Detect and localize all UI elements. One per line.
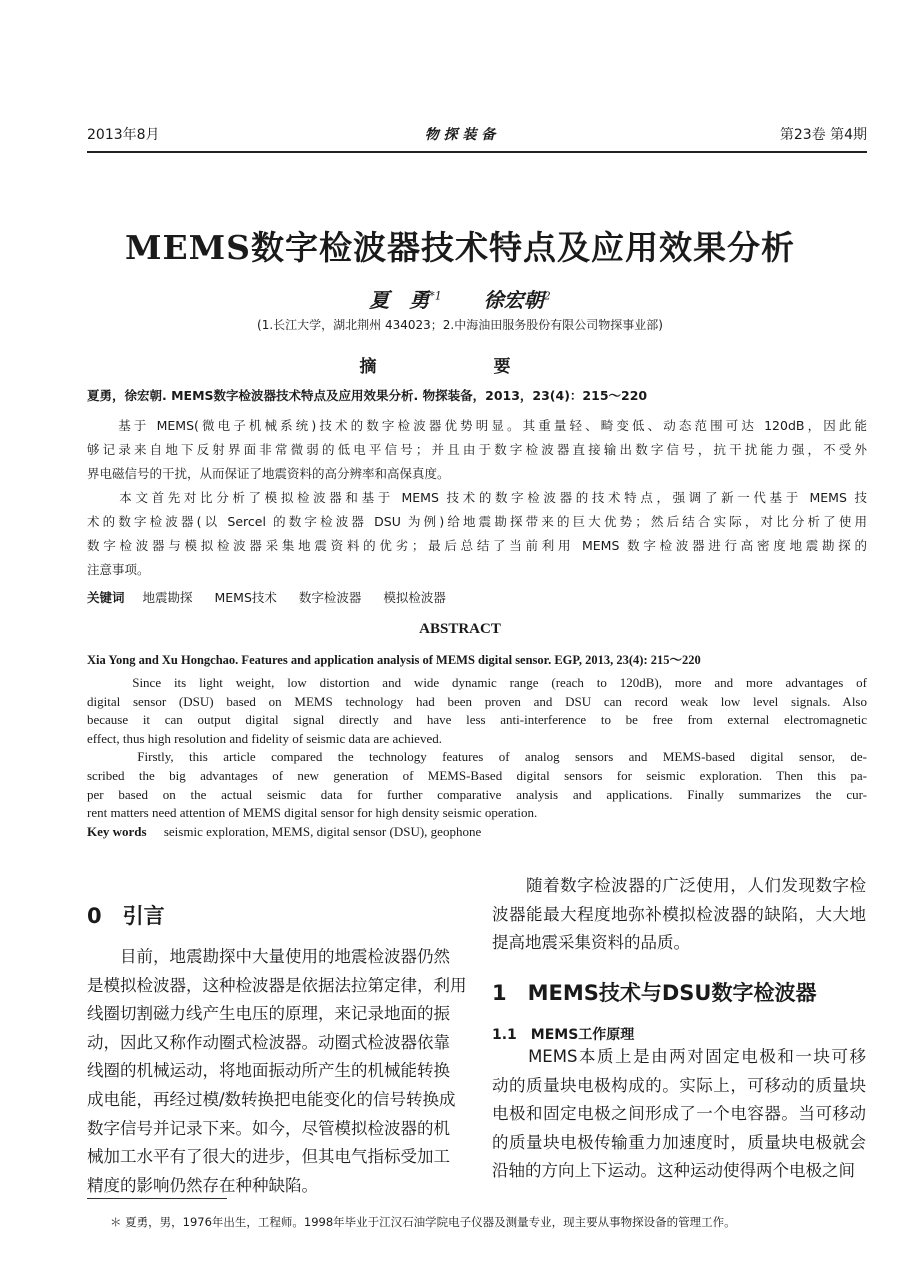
- author-mark: *1: [429, 289, 442, 303]
- text-line: 波器能最大程度地弥补模拟检波器的缺陷，大大地: [492, 904, 866, 924]
- header-volume: 第23卷 第4期: [779, 127, 867, 143]
- text-line: 术的数字检波器(以 Sercel 的数字检波器 DSU 为例)给地震勘探带来的巨大优势；然后结合实际，对比分析了使用: [87, 514, 867, 529]
- text-line: 精度的影响仍然存在种种缺陷。: [87, 1175, 318, 1195]
- text-line: 是模拟检波器，这种检波器是依据法拉第定律，利用: [87, 975, 467, 995]
- author-name: 徐宏朝: [483, 288, 544, 312]
- cn-keywords: [87, 588, 464, 606]
- author-mark: 2: [543, 289, 551, 303]
- left-column-body: [87, 943, 467, 1200]
- text-line: 动的质量块电极构成的。实际上，可移动的质量块: [492, 1075, 866, 1095]
- text-line: 界电磁信号的干扰，从而保证了地震资料的高分辨率和高保真度。: [87, 466, 450, 481]
- text-line: 的质量块电极传输重力加速度时，质量块电极就会: [492, 1132, 866, 1152]
- en-citation: Xia Yong and Xu Hongchao. Features and application analysis of MEMS digital sensor. EGP, 2013, 23(4): 215～220: [87, 653, 701, 667]
- paper-title: MEMS数字检波器技术特点及应用效果分析: [124, 228, 796, 267]
- keyword: MEMS技术: [214, 590, 277, 605]
- text-line: 目前，地震勘探中大量使用的地震检波器仍然: [87, 947, 450, 966]
- text-line: 线圈切割磁力线产生电压的原理，来记录地面的振: [87, 1004, 450, 1024]
- footnote: ＊ 夏勇，男，1976年出生，工程师。1998年毕业于江汉石油学院电子仪器及测量专业，现主要从事物探设备的管理工作。: [110, 1215, 736, 1229]
- section-1-heading: 1 MEMS技术与DSU数字检波器: [492, 981, 817, 1005]
- text-line: scribed the big advantages of new generation of MEMS-Based digital sensors for seismic exploration. Then this pa-: [87, 767, 867, 783]
- affiliation: (1.长江大学，湖北荆州 434023；2.中海油田服务股份有限公司物探事业部): [257, 318, 663, 332]
- author-name: 夏 勇: [369, 288, 430, 312]
- cn-abstract-body: [87, 414, 867, 582]
- header-rule: [87, 151, 867, 153]
- cn-abstract-heading: 摘 要: [359, 357, 561, 377]
- en-keywords: [87, 824, 481, 840]
- cn-citation: 夏勇，徐宏朝. MEMS数字检波器技术特点及应用效果分析. 物探装备，2013，23(4)：215～220: [87, 388, 648, 403]
- text-line: rent matters need attention of MEMS digital sensor for high density seismic operation.: [87, 805, 538, 821]
- text-line: 动，因此又称作动圈式检波器。动圈式检波器依靠: [87, 1032, 450, 1052]
- text-line: 械加工水平有了很大的进步，但其电气指标受加工: [87, 1147, 450, 1167]
- keywords-value: seismic exploration, MEMS, digital sensor (DSU), geophone: [163, 824, 482, 839]
- text-line: 够记录来自地下反射界面非常微弱的低电平信号；并且由于数字检波器直接输出数字信号，抗干扰能力强，不受外: [87, 442, 867, 457]
- text-line: 电极和固定电极之间形成了一个电容器。当可移动: [492, 1104, 866, 1124]
- footnote-rule: [87, 1198, 227, 1199]
- text-line: 随着数字检波器的广泛使用，人们发现数字检: [492, 876, 866, 895]
- authors: [0, 284, 920, 313]
- text-line: 提高地震采集资料的品质。: [492, 933, 690, 953]
- section-0-heading: 0 引言: [87, 904, 165, 928]
- keyword: 模拟检波器: [383, 590, 446, 605]
- text-line: 注意事项。: [87, 562, 150, 577]
- keyword: 数字检波器: [298, 590, 362, 605]
- text-line: Since its light weight, low distortion and wide dynamic range (reach to 120dB), more and more advantages of: [87, 675, 867, 690]
- text-line: 本文首先对比分析了模拟检波器和基于 MEMS 技术的数字检波器的技术特点，强调了新一代基于 MEMS 技: [87, 490, 867, 505]
- section-1-1-heading: 1.1 MEMS工作原理: [492, 1027, 635, 1043]
- text-line: digital sensor (DSU) based on MEMS technology had been proven and DSU can record weak low level signals. Also: [87, 693, 867, 709]
- keyword: 地震勘探: [142, 590, 193, 605]
- text-line: per based on the actual seismic data for further comparative analysis and applications. Finally summarizes the cur-: [87, 786, 867, 802]
- text-line: 线圈的机械运动，将地面振动所产生的机械能转换: [87, 1061, 450, 1081]
- right-column-intro: [492, 872, 866, 958]
- right-column-body: [492, 1043, 866, 1186]
- text-line: 数字检波器与模拟检波器采集地震资料的优劣；最后总结了当前利用 MEMS 数字检波器进行高密度地震勘探的: [87, 538, 867, 553]
- text-line: Firstly, this article compared the technology features of analog sensors and MEMS-based digital sensor, de-: [87, 749, 867, 765]
- header-date: 2013年8月: [87, 127, 160, 143]
- keywords-label: 关键词: [87, 590, 125, 605]
- en-abstract-heading: ABSTRACT: [419, 621, 501, 637]
- text-line: effect, thus high resolution and fidelity of seismic data are achieved.: [87, 730, 442, 746]
- keywords-label: Key words: [87, 824, 147, 839]
- text-line: 成电能，再经过模/数转换把电能变化的信号转换成: [87, 1089, 456, 1109]
- en-abstract-body: [87, 674, 867, 823]
- header-journal: 物 探 装 备: [424, 127, 496, 143]
- text-line: 沿轴的方向上下运动。这种运动使得两个电极之间: [492, 1161, 855, 1181]
- text-line: because it can output digital signal directly and have less anti-interference to be free from external electromagnetic: [87, 712, 867, 728]
- text-line: 基于 MEMS(微电子机械系统)技术的数字检波器优势明显。其重量轻、畸变低、动态范围可达 120dB，因此能: [87, 418, 867, 433]
- text-line: 数字信号并记录下来。如今，尽管模拟检波器的机: [87, 1118, 450, 1138]
- text-line: MEMS本质上是由两对固定电极和一块可移: [492, 1047, 866, 1066]
